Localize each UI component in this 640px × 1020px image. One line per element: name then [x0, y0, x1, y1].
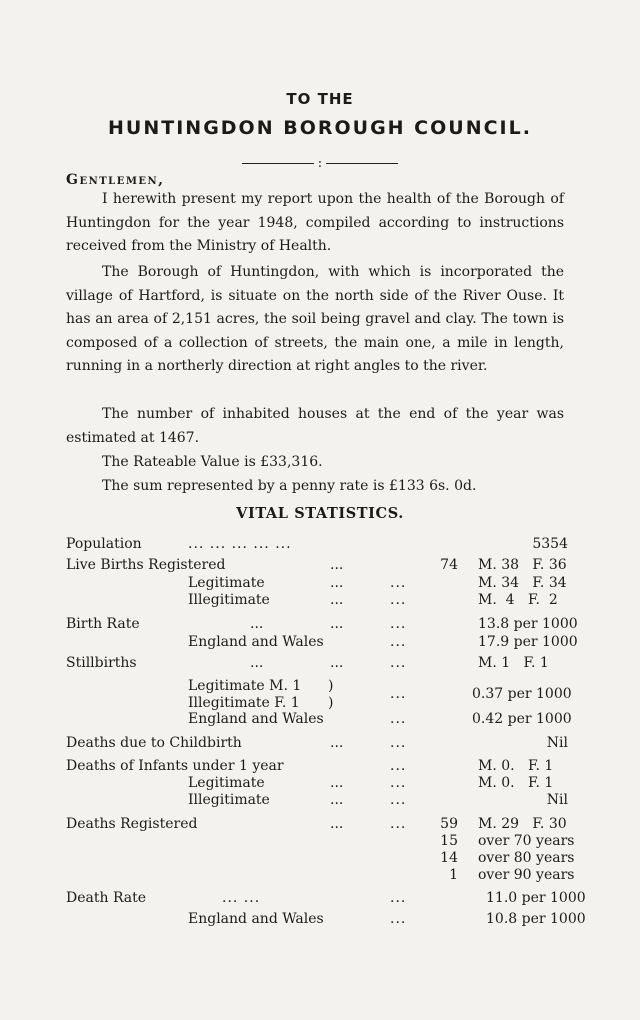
- rule-left: [242, 163, 314, 164]
- still-ew-dots: ...: [390, 711, 407, 727]
- death-rate-dots: ...: [390, 890, 407, 906]
- legitimate-value: M. 34 F. 34: [478, 575, 567, 591]
- death-ew-dots: ...: [390, 911, 407, 927]
- illegitimate-dots-2: ...: [390, 592, 407, 608]
- live-births-value: M. 38 F. 36: [478, 557, 567, 573]
- inf-illeg-dots: ...: [390, 792, 407, 808]
- over80-count: 14: [440, 850, 458, 866]
- stillbirths-dots-a: ...: [250, 655, 264, 671]
- heading-line-1: TO THE: [286, 90, 354, 108]
- death-ew-label: England and Wales: [188, 911, 324, 927]
- death-ew-value: 10.8 per 1000: [486, 911, 586, 927]
- birth-rate-dots: ...: [390, 616, 407, 632]
- birth-rate-dots-b: ...: [330, 616, 344, 632]
- birth-rate-dots-a: ...: [250, 616, 264, 632]
- childbirth-label: Deaths due to Childbirth: [66, 735, 242, 751]
- deaths-dots-a: ...: [330, 816, 344, 832]
- paragraph-intro: I herewith present my report upon the health of the Borough of Huntingdon for the year 1948, compiled according to instructions received from the Ministry of Health.: [66, 191, 564, 254]
- illegitimate-dots: ...: [330, 592, 344, 608]
- penny-rate: The sum represented by a penny rate is £133 6s. 0d.: [102, 478, 477, 494]
- legitimate-label: Legitimate: [188, 575, 265, 591]
- death-rate-value: 11.0 per 1000: [486, 890, 586, 906]
- over70-value: over 70 years: [478, 833, 575, 849]
- birth-ew-dots: ...: [390, 634, 407, 650]
- still-legit-brace: ): [328, 678, 334, 694]
- population-value: 5354: [532, 536, 568, 552]
- inf-legit-dots: ...: [390, 775, 407, 791]
- greeting: Gentlemen,: [66, 172, 165, 188]
- illegitimate-label: Illegitimate: [188, 592, 270, 608]
- stillbirths-dots-b: ...: [330, 655, 344, 671]
- deaths-label: Deaths Registered: [66, 816, 198, 832]
- birth-ew-value: 17.9 per 1000: [478, 634, 578, 650]
- stillbirths-dots: ...: [390, 655, 407, 671]
- over90-value: over 90 years: [478, 867, 575, 883]
- still-illeg-dots: ...: [390, 686, 407, 702]
- population-dots: ... ... ... ... ...: [188, 536, 292, 552]
- population-label: Population: [66, 536, 142, 552]
- deaths-count: 59: [440, 816, 458, 832]
- stillbirths-label: Stillbirths: [66, 655, 137, 671]
- rateable-value: The Rateable Value is £33,316.: [102, 454, 323, 470]
- live-births-count: 74: [440, 557, 458, 573]
- birth-ew-label: England and Wales: [188, 634, 324, 650]
- legitimate-dots: ...: [330, 575, 344, 591]
- heading-line-2: HUNTINGDON BOROUGH COUNCIL.: [108, 117, 532, 139]
- birth-rate-label: Birth Rate: [66, 616, 140, 632]
- legitimate-dots-2: ...: [390, 575, 407, 591]
- rule-right: [326, 163, 398, 164]
- stillbirths-value: M. 1 F. 1: [478, 655, 549, 671]
- inf-illeg-value: Nil: [546, 792, 568, 808]
- still-legit-label: Legitimate M. 1: [188, 678, 302, 694]
- inf-legit-value: M. 0. F. 1: [478, 775, 554, 791]
- rule-colon: :: [317, 156, 323, 171]
- live-births-label: Live Births Registered: [66, 557, 226, 573]
- inf-legit-dots-a: ...: [330, 775, 344, 791]
- infants-label: Deaths of Infants under 1 year: [66, 758, 284, 774]
- live-births-dots: ...: [330, 557, 344, 573]
- paragraph-houses: The number of inhabited houses at the end of the year was estimated at 1467.: [66, 406, 564, 446]
- over80-value: over 80 years: [478, 850, 575, 866]
- over70-count: 15: [440, 833, 458, 849]
- deaths-value: M. 29 F. 30: [478, 816, 567, 832]
- childbirth-dots-a: ...: [330, 735, 344, 751]
- inf-illeg-label: Illegitimate: [188, 792, 270, 808]
- inf-illeg-dots-a: ...: [330, 792, 344, 808]
- still-illeg-label: Illegitimate F. 1: [188, 695, 300, 711]
- infants-dots: ...: [390, 758, 407, 774]
- still-illeg-brace: ): [328, 695, 334, 711]
- paragraph-borough: The Borough of Huntingdon, with which is incorporated the village of Hartford, is situate on the north side of the River Ouse. It has an area of 2,151 acres, the soil being gravel and clay. The town is composed of a collection of streets, the main one, a mile in length, running in a northerly direction at right angles to the river.: [66, 264, 564, 374]
- still-rate-value: 0.37 per 1000: [472, 686, 572, 702]
- still-ew-value: 0.42 per 1000: [472, 711, 572, 727]
- inf-legit-label: Legitimate: [188, 775, 265, 791]
- birth-rate-value: 13.8 per 1000: [478, 616, 578, 632]
- death-rate-dots-a: ... ...: [222, 890, 261, 906]
- infants-value: M. 0. F. 1: [478, 758, 554, 774]
- vital-statistics-title: VITAL STATISTICS.: [236, 505, 404, 522]
- childbirth-dots: ...: [390, 735, 407, 751]
- illegitimate-value: M. 4 F. 2: [478, 592, 558, 608]
- death-rate-label: Death Rate: [66, 890, 147, 906]
- deaths-dots: ...: [390, 816, 407, 832]
- over90-count: 1: [449, 867, 458, 883]
- childbirth-value: Nil: [546, 735, 568, 751]
- still-ew-label: England and Wales: [188, 711, 324, 727]
- separator-rule: [0, 157, 640, 171]
